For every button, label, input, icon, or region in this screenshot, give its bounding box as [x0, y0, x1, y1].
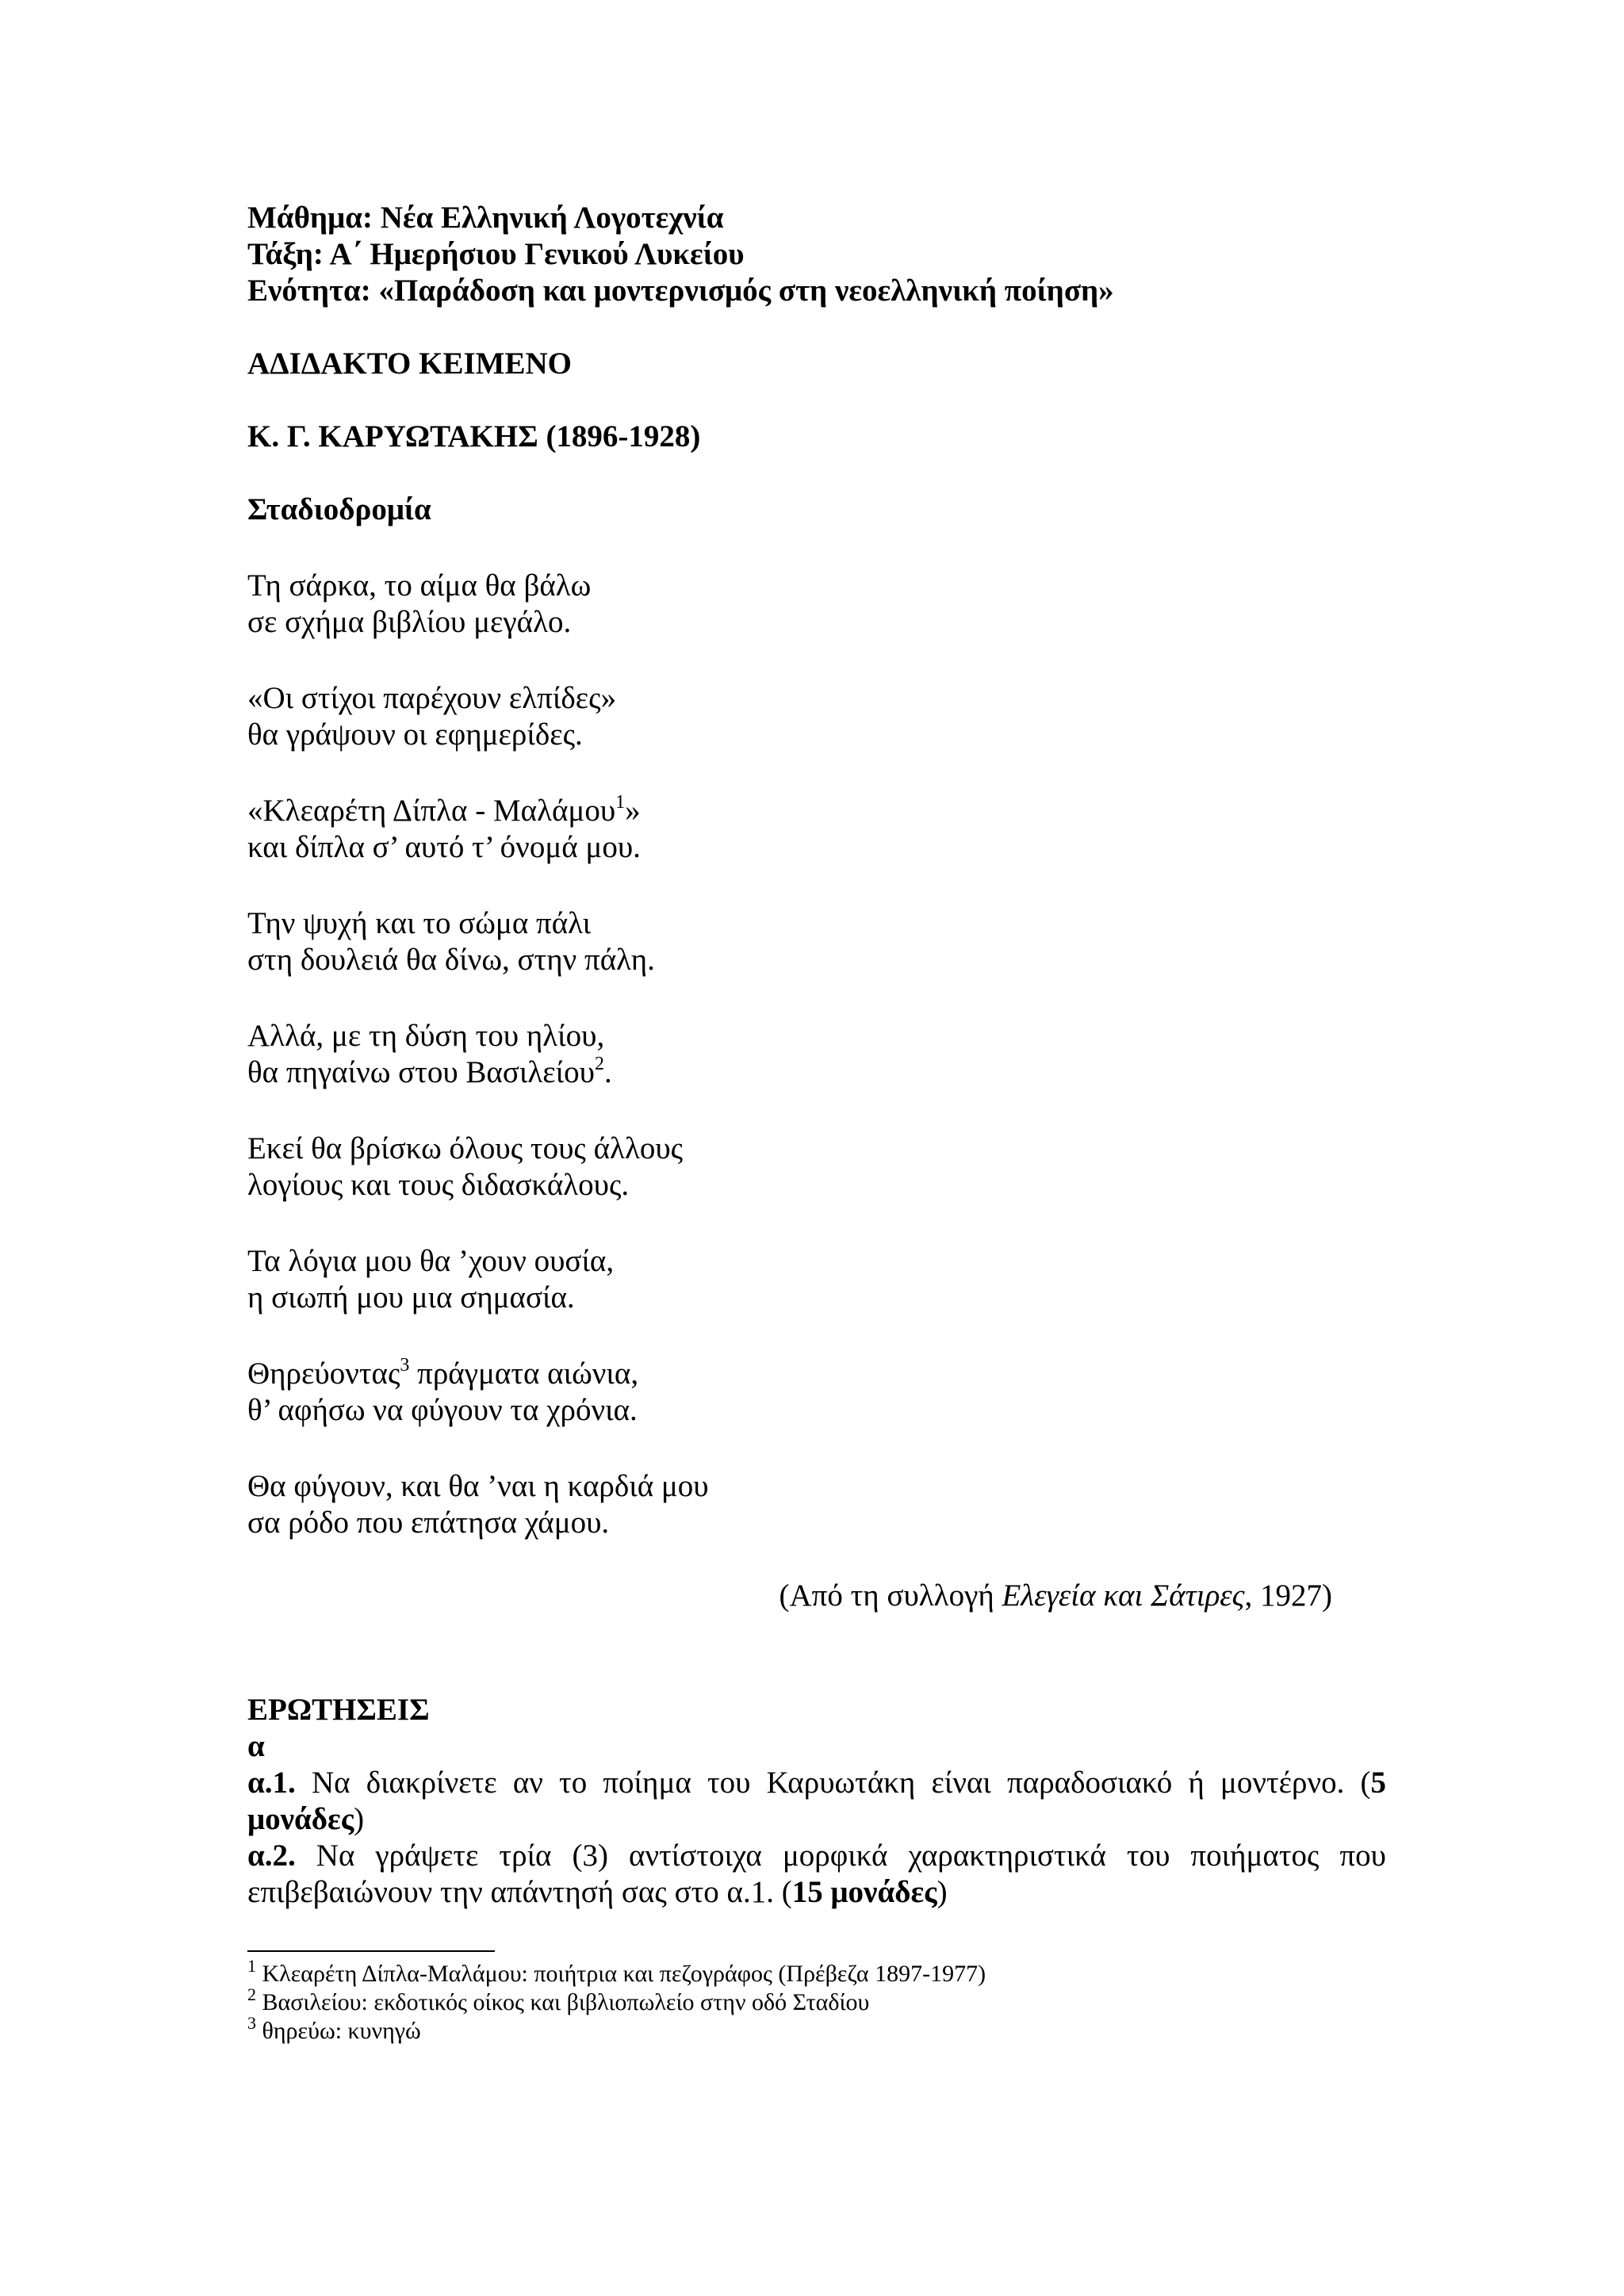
poem-line: [247, 793, 1386, 829]
poem-line: σα ρόδο που επάτησα χάμου.: [247, 1506, 610, 1540]
footnote-ref: 2: [594, 1054, 604, 1074]
section-label: ΑΔΙΔΑΚΤΟ ΚΕΙΜΕΝΟ: [247, 346, 572, 381]
footnote-text: θηρεύω: κυνηγώ: [256, 2018, 421, 2044]
unit-line: Ενότητα: «Παράδοση και μοντερνισμός στη νεοελληνική ποίηση»: [247, 274, 1114, 308]
footnote: [247, 1956, 1386, 1988]
footnote-ref: 3: [400, 1355, 410, 1376]
poem-line: στη δουλειά θα δίνω, στην πάλη.: [247, 943, 655, 977]
poem-stanza: [247, 793, 1386, 866]
question-a2: [247, 1838, 1386, 1911]
poem-line-text: Θηρεύοντας: [247, 1357, 400, 1391]
question-points: 15 μονάδες: [791, 1875, 937, 1909]
footnote-ref: 1: [615, 792, 626, 813]
question-group-label: α: [247, 1729, 265, 1763]
footnote: [247, 1984, 1386, 2017]
question-number: α.2.: [247, 1839, 296, 1873]
poem-title: Σταδιοδρομία: [247, 492, 431, 526]
footnotes: [247, 1956, 1386, 2045]
footnote-number: 1: [247, 1956, 256, 1976]
footnote-text: Κλεαρέτη Δίπλα-Μαλάμου: ποιήτρια και πεζογράφος (Πρέβεζα 1897-1977): [256, 1961, 986, 1987]
poem-source: [247, 1578, 1386, 1614]
poem-stanza: [247, 680, 1386, 753]
author-heading: Κ. Γ. ΚΑΡΥΩΤΑΚΗΣ (1896-1928): [247, 419, 701, 453]
poem-stanza: [247, 1243, 1386, 1316]
poem-line: η σιωπή μου μια σημασία.: [247, 1280, 575, 1314]
poem-line: Εκεί θα βρίσκω όλους τους άλλους: [247, 1131, 684, 1165]
poem-line: σε σχήμα βιβλίου μεγάλο.: [247, 605, 572, 639]
footnote-number: 3: [247, 2013, 256, 2033]
footnote: [247, 2013, 1386, 2045]
questions-heading: ΕΡΩΤΗΣΕΙΣ: [247, 1693, 430, 1727]
collection-title: Ελεγεία και Σάτιρες: [1002, 1578, 1245, 1613]
question-number: α.1.: [247, 1766, 296, 1800]
poem-line: Θα φύγουν, και θα ’ναι η καρδιά μου: [247, 1469, 709, 1503]
poem-stanza: [247, 568, 1386, 641]
footnote-number: 2: [247, 1984, 256, 2004]
poem-stanza: [247, 1356, 1386, 1429]
poem-line-text: πράγματα αιώνια,: [409, 1357, 639, 1391]
poem-line: «Οι στίχοι παρέχουν ελπίδες»: [247, 681, 617, 715]
poem-stanza: [247, 1468, 1386, 1541]
poem-line: Αλλά, με τη δύση του ηλίου,: [247, 1019, 605, 1053]
poem-stanza: [247, 1018, 1386, 1091]
poem-line: Τα λόγια μου θα ’χουν ουσία,: [247, 1244, 615, 1278]
poem-line-text: «Κλεαρέτη Δίπλα - Μαλάμου: [247, 794, 616, 828]
class-line: Τάξη: Α΄ Ημερήσιου Γενικού Λυκείου: [247, 237, 745, 271]
poem-line: θα γράψουν οι εφημερίδες.: [247, 718, 583, 752]
footnote-divider: [247, 1950, 495, 1952]
subject-line: Μάθημα: Νέα Ελληνική Λογοτεχνία: [247, 201, 724, 235]
question-text: Να διακρίνετε αν το ποίημα του Καρυωτάκη είναι παραδοσιακό ή μοντέρνο. (: [295, 1766, 1371, 1800]
document-header: [247, 200, 1386, 309]
question-points: 5 μονάδες: [247, 1766, 1386, 1836]
footnote-text: Βασιλείου: εκδοτικός οίκος και βιβλιοπωλείο στην οδό Σταδίου: [256, 1989, 870, 2015]
poem-stanza: [247, 905, 1386, 978]
source-text: (Από τη συλλογή: [779, 1578, 1002, 1613]
poem-line: και δίπλα σ’ αυτό τ’ όνομά μου.: [247, 830, 641, 864]
poem-line: θ’ αφήσω να φύγουν τα χρόνια.: [247, 1393, 638, 1427]
question-text: Να γράψετε τρία (3) αντίστοιχα μορφικά χαρακτηριστικά του ποιήματος που επιβεβαιώνουν την απάντησή σας στο α.1. (: [247, 1839, 1386, 1909]
poem-line-text: θα πηγαίνω στου Βασιλείου: [247, 1055, 595, 1089]
document-content: [247, 200, 1386, 2045]
question-text: ): [936, 1875, 948, 1909]
poem-line: [247, 1356, 1386, 1392]
question-text: ): [354, 1802, 365, 1836]
poem-line-text: »: [625, 794, 641, 828]
poem-line: Τη σάρκα, το αίμα θα βάλω: [247, 568, 592, 603]
source-text: , 1927): [1244, 1578, 1332, 1613]
question-a1: [247, 1765, 1386, 1838]
poem-line-text: .: [603, 1055, 612, 1089]
poem-line: λογίους και τους διδασκάλους.: [247, 1168, 630, 1202]
poem-line: Την ψυχή και το σώμα πάλι: [247, 906, 592, 940]
poem-stanza: [247, 1131, 1386, 1203]
poem-line: [247, 1054, 1386, 1091]
